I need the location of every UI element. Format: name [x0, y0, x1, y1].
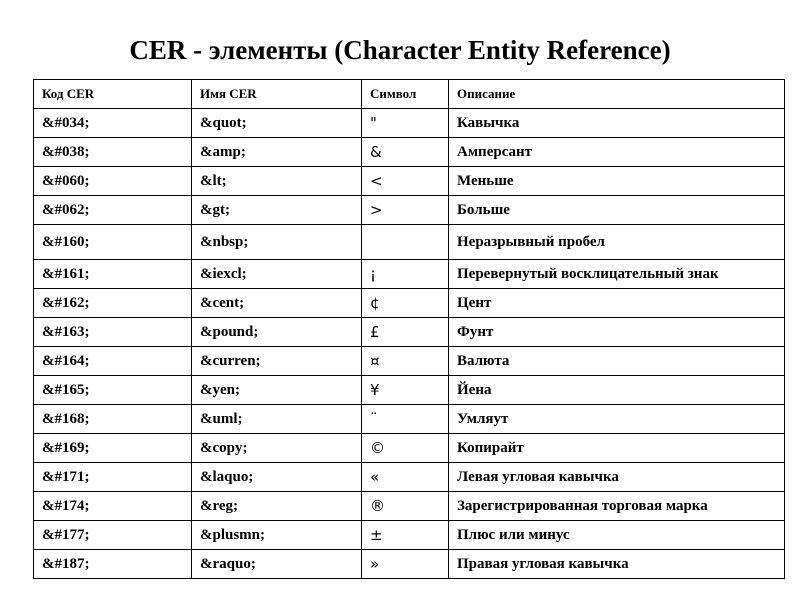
cell-description: Цент	[449, 289, 785, 318]
cell-code: &#187;	[34, 550, 192, 579]
cer-table	[33, 79, 785, 579]
cell-description: Больше	[449, 196, 785, 225]
cell-description: Валюта	[449, 347, 785, 376]
cell-name: &lt;	[192, 167, 362, 196]
cell-name: &quot;	[192, 109, 362, 138]
cell-code: &#165;	[34, 376, 192, 405]
cell-description: Кавычка	[449, 109, 785, 138]
cell-code: &#038;	[34, 138, 192, 167]
cell-symbol: £	[362, 318, 449, 347]
cell-code: &#174;	[34, 492, 192, 521]
header-code: Код CER	[34, 80, 192, 109]
cell-code: &#034;	[34, 109, 192, 138]
table-row	[34, 405, 785, 434]
table-row	[34, 318, 785, 347]
cell-description: Амперсант	[449, 138, 785, 167]
cell-description: Фунт	[449, 318, 785, 347]
cell-description: Плюс или минус	[449, 521, 785, 550]
cell-code: &#164;	[34, 347, 192, 376]
cell-description: Йена	[449, 376, 785, 405]
cell-symbol: ¡	[362, 260, 449, 289]
cell-description: Копирайт	[449, 434, 785, 463]
table-row	[34, 434, 785, 463]
cell-symbol: «	[362, 463, 449, 492]
cell-symbol: ¥	[362, 376, 449, 405]
cell-code: &#062;	[34, 196, 192, 225]
cell-symbol: ¢	[362, 289, 449, 318]
cell-code: &#177;	[34, 521, 192, 550]
table-row	[34, 463, 785, 492]
cell-symbol: ¨	[362, 405, 449, 434]
cell-symbol	[362, 225, 449, 260]
table-row	[34, 492, 785, 521]
cell-code: &#169;	[34, 434, 192, 463]
table-row	[34, 550, 785, 579]
cell-name: &iexcl;	[192, 260, 362, 289]
cell-description: Зарегистрированная торговая марка	[449, 492, 785, 521]
table-row	[34, 225, 785, 260]
cell-name: &laquo;	[192, 463, 362, 492]
cell-symbol: "	[362, 109, 449, 138]
cell-name: &yen;	[192, 376, 362, 405]
cell-symbol: »	[362, 550, 449, 579]
table-row	[34, 347, 785, 376]
cell-code: &#168;	[34, 405, 192, 434]
cell-description: Неразрывный пробел	[449, 225, 785, 260]
cell-name: &copy;	[192, 434, 362, 463]
table-row	[34, 289, 785, 318]
cell-symbol: <	[362, 167, 449, 196]
cell-name: &raquo;	[192, 550, 362, 579]
header-symbol: Символ	[362, 80, 449, 109]
header-description: Описание	[449, 80, 785, 109]
page-title: CER - элементы (Character Entity Reference)	[129, 35, 671, 65]
cell-symbol: ±	[362, 521, 449, 550]
table-header-row	[34, 80, 785, 109]
cell-name: &amp;	[192, 138, 362, 167]
cell-code: &#171;	[34, 463, 192, 492]
cell-name: &reg;	[192, 492, 362, 521]
table-row	[34, 109, 785, 138]
table-row	[34, 376, 785, 405]
cell-description: Перевернутый восклицательный знак	[449, 260, 785, 289]
cell-name: &pound;	[192, 318, 362, 347]
cell-description: Левая угловая кавычка	[449, 463, 785, 492]
table-row	[34, 521, 785, 550]
header-name: Имя CER	[192, 80, 362, 109]
cell-name: &gt;	[192, 196, 362, 225]
cell-name: &nbsp;	[192, 225, 362, 260]
cell-description: Правая угловая кавычка	[449, 550, 785, 579]
cell-code: &#160;	[34, 225, 192, 260]
table-row	[34, 196, 785, 225]
cell-description: Меньше	[449, 167, 785, 196]
cell-symbol: ¤	[362, 347, 449, 376]
table-row	[34, 138, 785, 167]
cell-code: &#060;	[34, 167, 192, 196]
cell-symbol: &	[362, 138, 449, 167]
cell-code: &#162;	[34, 289, 192, 318]
cell-symbol: ®	[362, 492, 449, 521]
cell-name: &curren;	[192, 347, 362, 376]
cell-name: &cent;	[192, 289, 362, 318]
cell-name: &uml;	[192, 405, 362, 434]
cell-name: &plusmn;	[192, 521, 362, 550]
table-row	[34, 167, 785, 196]
cell-symbol: ©	[362, 434, 449, 463]
cell-code: &#161;	[34, 260, 192, 289]
cell-code: &#163;	[34, 318, 192, 347]
cell-symbol: >	[362, 196, 449, 225]
table-row	[34, 260, 785, 289]
cell-description: Умляут	[449, 405, 785, 434]
